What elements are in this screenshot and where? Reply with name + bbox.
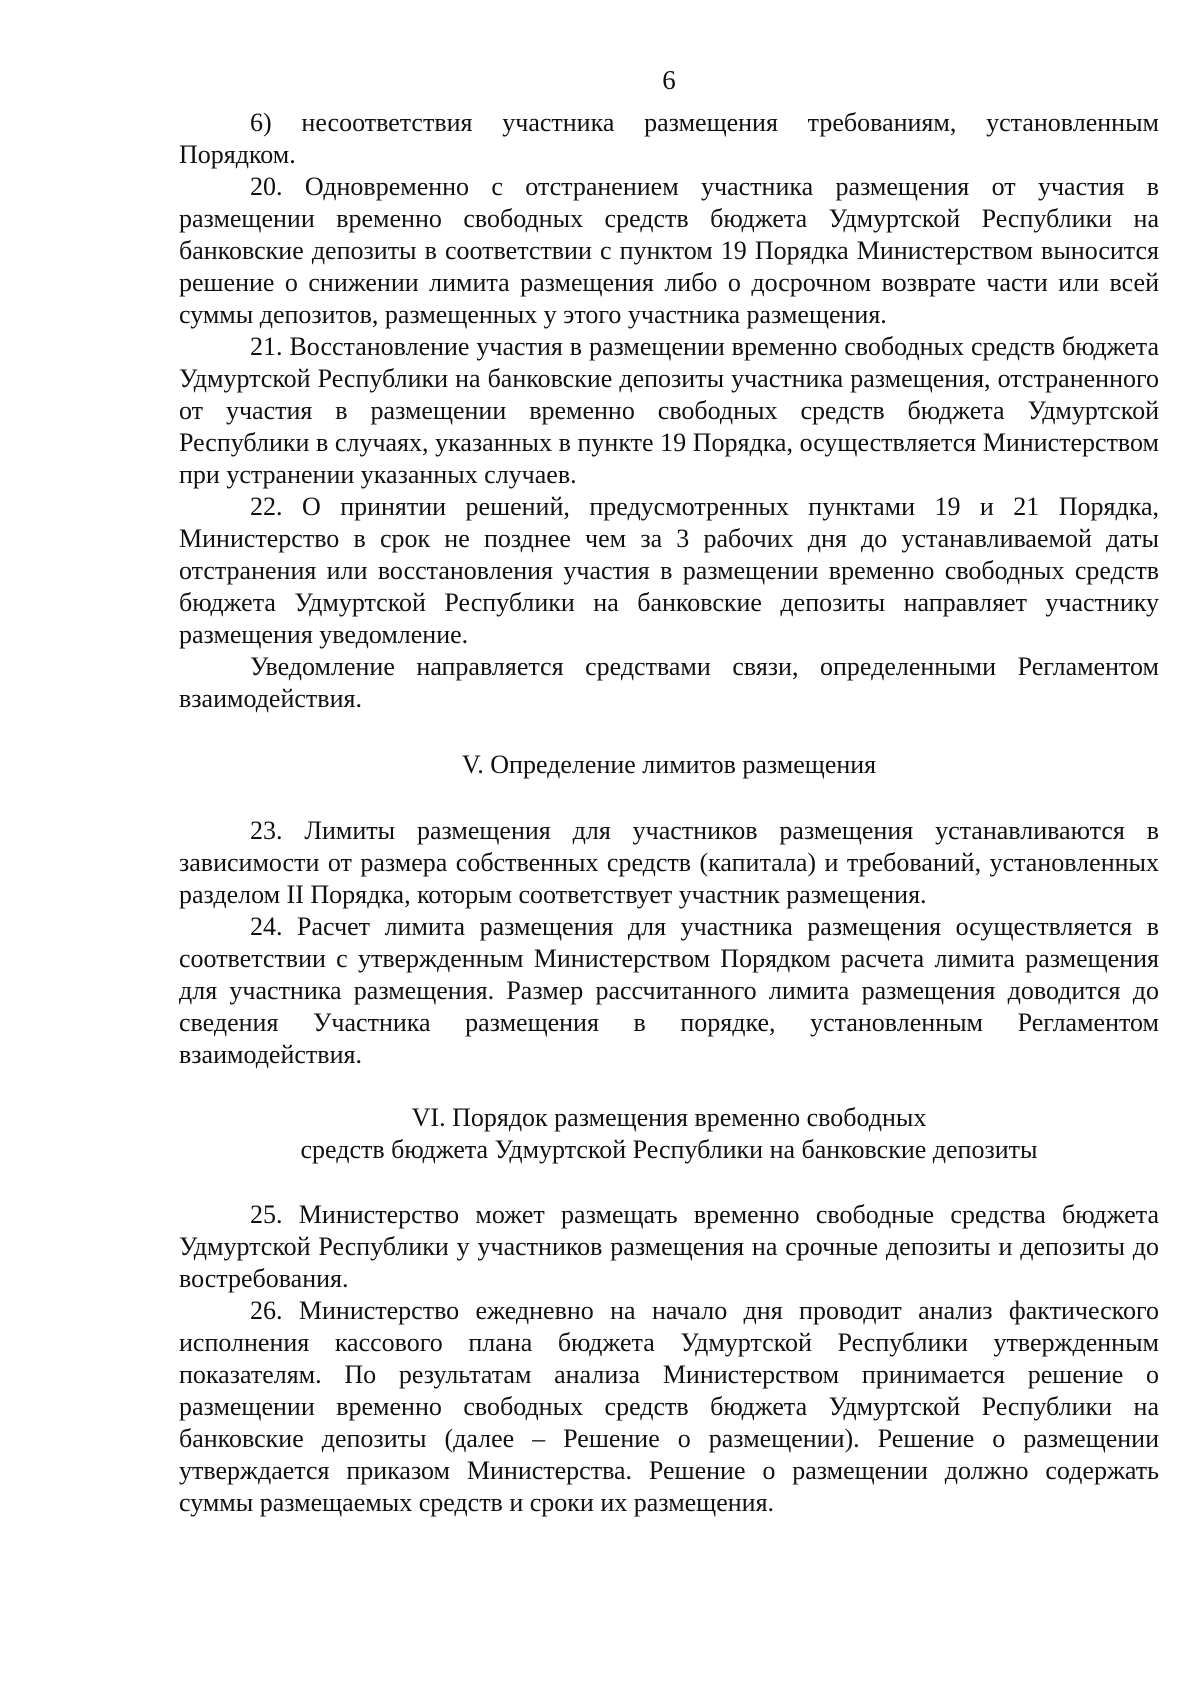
paragraph-subitem-6: 6) несоответствия участника размещения требованиям, установленным Порядком. <box>179 108 1159 169</box>
paragraph-26: 26. Министерство ежедневно на начало дня проводит анализ фактического исполнения кассового плана бюджета Удмуртской Республики утвержденным показателям. По результатам анализа Министерством принимается решение о размещении временно свободных средств бюджета Удмуртской Республики на банковские депозиты (далее – Решение о размещении). Решение о размещении утверждается приказом Министерства. Решение о размещении должно содержать суммы размещаемых средств и сроки их размещения. <box>179 1296 1159 1517</box>
paragraph-23: 23. Лимиты размещения для участников размещения устанавливаются в зависимости от размера собственных средств (капитала) и требований, установленных разделом II Порядка, которым соответствует участник размещения. <box>179 816 1159 909</box>
section-vi-heading-line-1: VI. Порядок размещения временно свободных <box>411 1103 927 1132</box>
section-vi-heading-line-2: средств бюджета Удмуртской Республики на банковские депозиты <box>300 1135 1038 1164</box>
paragraph-25: 25. Министерство может размещать временно свободные средства бюджета Удмуртской Республики у участников размещения на срочные депозиты и депозиты до востребования. <box>179 1200 1159 1293</box>
paragraph-20: 20. Одновременно с отстранением участника размещения от участия в размещении временно свободных средств бюджета Удмуртской Республики на банковские депозиты в соответствии с пунктом 19 Порядка Министерством выносится решение о снижении лимита размещения либо о досрочном возврате части или всей суммы депозитов, размещенных у этого участника размещения. <box>179 172 1159 329</box>
document-page <box>179 62 1159 1519</box>
section-v-heading: V. Определение лимитов размещения <box>461 750 877 779</box>
paragraph-notification: Уведомление направляется средствами связи, определенными Регламентом взаимодействия. <box>179 652 1159 713</box>
paragraph-22: 22. О принятии решений, предусмотренных пунктами 19 и 21 Порядка, Министерство в срок не позднее чем за 3 рабочих дня до устанавливаемой даты отстранения или восстановления участия в размещении временно свободных средств бюджета Удмуртской Республики на банковские депозиты направляет участнику размещения уведомление. <box>179 492 1159 649</box>
page-number: 6 <box>662 65 676 95</box>
paragraph-21: 21. Восстановление участия в размещении временно свободных средств бюджета Удмуртской Республики на банковские депозиты участника размещения, отстраненного от участия в размещении временно свободных средств бюджета Удмуртской Республики в случаях, указанных в пункте 19 Порядка, осуществляется Министерством при устранении указанных случаев. <box>179 332 1159 489</box>
paragraph-24: 24. Расчет лимита размещения для участника размещения осуществляется в соответствии с утвержденным Министерством Порядком расчета лимита размещения для участника размещения. Размер рассчитанного лимита размещения доводится до сведения Участника размещения в порядке, установленным Регламентом взаимодействия. <box>179 912 1159 1069</box>
section-vi-heading <box>179 1102 1159 1166</box>
